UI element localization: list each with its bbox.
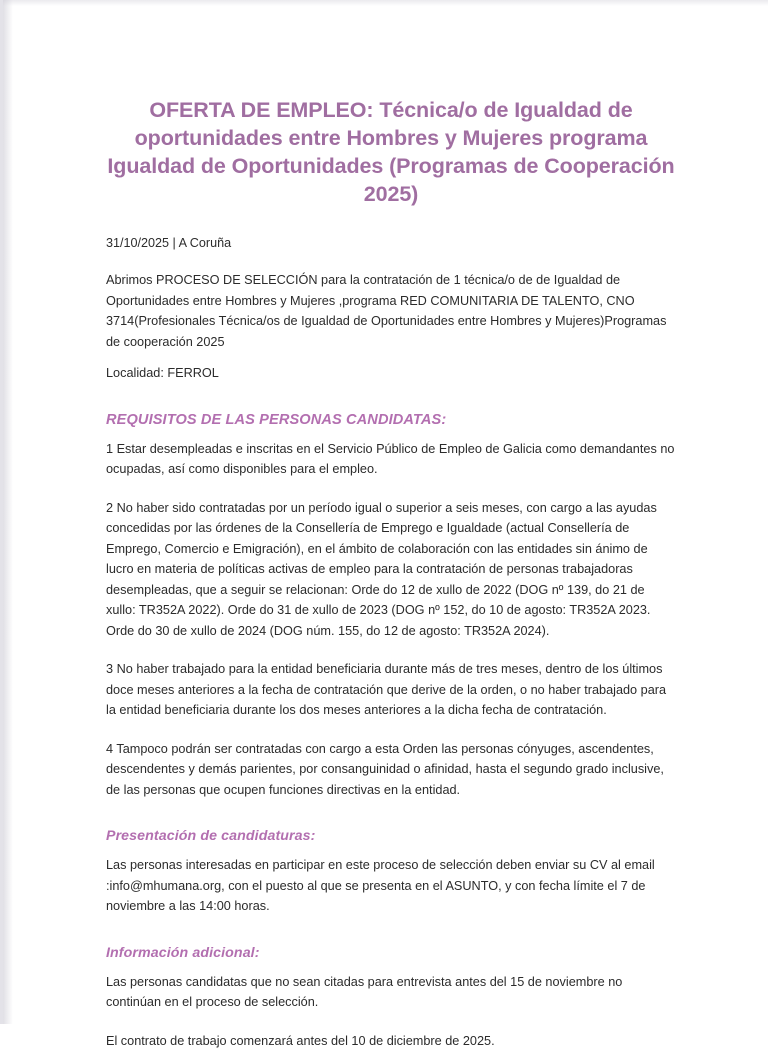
informacion-paragraph-2: El contrato de trabajo comenzará antes del 10 de diciembre de 2025. — [106, 1013, 676, 1051]
requisito-item-1: 1 Estar desempleadas e inscritas en el Servicio Público de Empleo de Galicia como demandantes no ocupadas, así como disponibles para el empleo. — [106, 430, 676, 480]
intro-paragraph: Abrimos PROCESO DE SELECCIÓN para la contratación de 1 técnica/o de de Igualdad de Oportunidades entre Hombres y Mujeres ,programa RED COMUNITARIA DE TALENTO, CNO 3714(Profesionales Técnica/os de Igualdad de Oportunidades entre Hombres y Mujeres)Programas de cooperación 2025 — [106, 252, 676, 352]
page-title: OFERTA DE EMPLEO: Técnica/o de Igualdad de oportunidades entre Hombres y Mujeres programa Igualdad de Oportunidades (Programas de Cooperación 2025) — [106, 0, 676, 208]
requisito-item-4: 4 Tampoco podrán ser contratadas con cargo a esta Orden las personas cónyuges, ascendentes, descendentes y demás parientes, por consanguinidad o afinidad, hasta el segundo grado inclusive, de las personas que ocupen funciones directivas en la entidad. — [106, 721, 676, 801]
document-content — [106, 0, 676, 1051]
section-heading-requisitos: REQUISITOS DE LAS PERSONAS CANDIDATAS: — [106, 384, 676, 430]
presentacion-paragraph: Las personas interesadas en participar en este proceso de selección deben enviar su CV al email :info@mhumana.org, con el puesto al que se presenta en el ASUNTO, y con fecha límite el 7 de noviembre a las 14:00 horas. — [106, 846, 676, 917]
requisito-item-2: 2 No haber sido contratadas por un período igual o superior a seis meses, con cargo a las ayudas concedidas por las órdenes de la Consellería de Emprego e Igualdade (actual Consellería de Emprego, Comercio e Emigración), en el ámbito de colaboración con las entidades sin ánimo de lucro en materia de políticas activas de empleo para la contratación de personas trabajadoras desempleadas, que a seguir se relacionan: Orde do 12 de xullo de 2022 (DOG nº 139, do 21 de xullo: TR352A 2022). Orde do 31 de xullo de 2023 (DOG nº 152, do 10 de agosto: TR352A 2023. Orde do 30 de xullo de 2024 (DOG núm. 155, do 12 de agosto: TR352A 2024). — [106, 480, 676, 642]
informacion-paragraph-1: Las personas candidatas que no sean citadas para entrevista antes del 15 de noviembre no continúan en el proceso de selección. — [106, 963, 676, 1013]
requisito-item-3: 3 No haber trabajado para la entidad beneficiaria durante más de tres meses, dentro de los últimos doce meses anteriores a la fecha de contratación que derive de la orden, o no haber trabajado para la entidad beneficiaria durante los dos meses anteriores a la dicha fecha de contratación. — [106, 641, 676, 721]
section-heading-informacion-adicional: Información adicional: — [106, 917, 676, 963]
section-heading-presentacion: Presentación de candidaturas: — [106, 800, 676, 846]
locality-line: Localidad: FERROL — [106, 352, 676, 384]
document-meta-date-location: 31/10/2025 | A Coruña — [106, 208, 676, 252]
